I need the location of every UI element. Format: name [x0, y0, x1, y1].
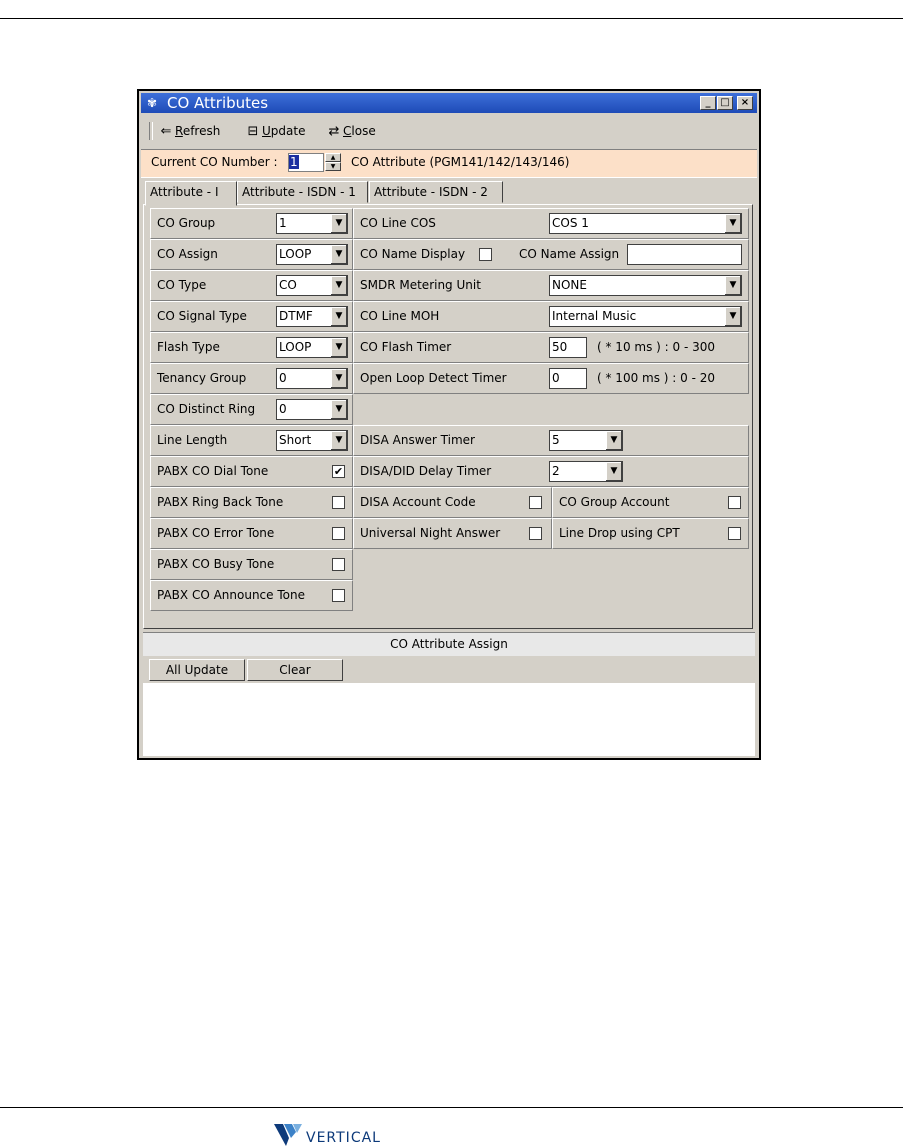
disa-did-delay-timer-select[interactable]: 2 ▼ — [549, 461, 623, 482]
assign-button-bar — [143, 656, 755, 683]
smdr-metering-unit-row: SMDR Metering Unit NONE ▼ — [353, 270, 749, 301]
update-button[interactable]: ⊟ Update — [244, 123, 305, 139]
disa-answer-timer-select[interactable]: 5 ▼ — [549, 430, 623, 451]
spin-up-icon[interactable]: ▲ — [325, 153, 341, 162]
co-line-moh-select[interactable]: Internal Music ▼ — [549, 306, 742, 327]
co-distinct-ring-select[interactable]: 0 ▼ — [276, 399, 348, 420]
toolbar-separator — [149, 122, 153, 140]
tenancy-group-row: Tenancy Group 0 ▼ — [150, 363, 353, 394]
line-drop-using-cpt-row: Line Drop using CPT — [552, 518, 749, 549]
flash-type-row: Flash Type LOOP ▼ — [150, 332, 353, 363]
co-attribute-assign-header: CO Attribute Assign — [143, 632, 755, 657]
tab-attribute-isdn-2[interactable]: Attribute - ISDN - 2 — [369, 181, 503, 203]
chevron-down-icon[interactable]: ▼ — [330, 338, 347, 357]
co-group-account-row: CO Group Account — [552, 487, 749, 518]
smdr-metering-unit-select[interactable]: NONE ▼ — [549, 275, 742, 296]
pabx-co-busy-tone-checkbox[interactable] — [332, 558, 345, 571]
universal-night-answer-row: Universal Night Answer — [353, 518, 552, 549]
co-number-spinner[interactable] — [325, 153, 341, 172]
maximize-button[interactable]: □ — [717, 96, 733, 110]
save-icon: ⊟ — [247, 124, 259, 139]
co-assign-select[interactable]: LOOP ▼ — [276, 244, 348, 265]
co-type-select[interactable]: CO ▼ — [276, 275, 348, 296]
flash-type-select[interactable]: LOOP ▼ — [276, 337, 348, 358]
co-name-display-checkbox[interactable] — [479, 248, 492, 261]
toolbar — [141, 117, 757, 145]
co-group-account-checkbox[interactable] — [728, 496, 741, 509]
chevron-down-icon[interactable]: ▼ — [330, 431, 347, 450]
bottom-rule — [0, 1107, 903, 1108]
pabx-ring-back-tone-row: PABX Ring Back Tone — [150, 487, 353, 518]
pabx-co-dial-tone-row: PABX CO Dial Tone ✔ — [150, 456, 353, 487]
co-name-row: CO Name Display CO Name Assign — [353, 239, 749, 270]
chevron-down-icon[interactable]: ▼ — [330, 400, 347, 419]
pabx-co-busy-tone-row: PABX CO Busy Tone — [150, 549, 353, 580]
pabx-co-error-tone-row: PABX CO Error Tone — [150, 518, 353, 549]
assign-list-area[interactable] — [143, 683, 755, 756]
disa-account-code-row: DISA Account Code — [353, 487, 552, 518]
app-icon: ✾ — [147, 96, 158, 110]
chevron-down-icon[interactable]: ▼ — [605, 462, 622, 481]
minimize-button[interactable]: _ — [700, 96, 716, 110]
vertical-logo-icon — [274, 1124, 304, 1146]
pabx-co-dial-tone-checkbox[interactable]: ✔ — [333, 465, 344, 478]
attribute-1-panel — [143, 204, 753, 629]
co-signal-type-row: CO Signal Type DTMF ▼ — [150, 301, 353, 332]
chevron-down-icon[interactable]: ▼ — [330, 307, 347, 326]
chevron-down-icon[interactable]: ▼ — [330, 276, 347, 295]
window-title: CO Attributes — [167, 94, 269, 112]
co-flash-timer-row: CO Flash Timer 50 ( * 10 ms ) : 0 - 300 — [353, 332, 749, 363]
co-group-row: CO Group 1 ▼ — [150, 208, 353, 239]
disa-account-code-checkbox[interactable] — [529, 496, 542, 509]
co-flash-timer-input[interactable]: 50 — [549, 337, 587, 358]
tab-attribute-1[interactable]: Attribute - I — [145, 181, 237, 206]
open-loop-detect-timer-input[interactable]: 0 — [549, 368, 587, 389]
line-length-row: Line Length Short ▼ — [150, 425, 353, 456]
clear-button[interactable]: Clear — [247, 659, 343, 681]
chevron-down-icon[interactable]: ▼ — [605, 431, 622, 450]
chevron-down-icon[interactable]: ▼ — [330, 214, 347, 233]
refresh-button[interactable]: ⇐ Refresh — [157, 123, 220, 139]
chevron-down-icon[interactable]: ▼ — [724, 307, 741, 326]
line-drop-using-cpt-checkbox[interactable] — [728, 527, 741, 540]
spin-down-icon[interactable]: ▼ — [325, 162, 341, 171]
open-loop-detect-timer-row: Open Loop Detect Timer 0 ( * 100 ms ) : 0 - 20 — [353, 363, 749, 394]
tenancy-group-select[interactable]: 0 ▼ — [276, 368, 348, 389]
co-line-moh-row: CO Line MOH Internal Music ▼ — [353, 301, 749, 332]
top-rule — [0, 18, 903, 19]
all-update-button[interactable]: All Update — [149, 659, 245, 681]
current-co-bar — [141, 149, 757, 178]
close-window-button[interactable]: × — [737, 96, 753, 110]
disa-answer-timer-row: DISA Answer Timer 5 ▼ — [353, 425, 749, 456]
co-flash-timer-range: ( * 10 ms ) : 0 - 300 — [597, 340, 716, 354]
co-assign-row: CO Assign LOOP ▼ — [150, 239, 353, 270]
pabx-co-announce-tone-checkbox[interactable] — [332, 589, 345, 602]
co-signal-type-select[interactable]: DTMF ▼ — [276, 306, 348, 327]
close-button[interactable]: ⇄ Close — [325, 123, 376, 139]
co-group-select[interactable]: 1 ▼ — [276, 213, 348, 234]
co-line-cos-select[interactable]: COS 1 ▼ — [549, 213, 742, 234]
line-length-select[interactable]: Short ▼ — [276, 430, 348, 451]
chevron-down-icon[interactable]: ▼ — [724, 214, 741, 233]
chevron-down-icon[interactable]: ▼ — [724, 276, 741, 295]
co-attributes-window — [137, 89, 761, 760]
chevron-down-icon[interactable]: ▼ — [330, 369, 347, 388]
disa-did-delay-timer-row: DISA/DID Delay Timer 2 ▼ — [353, 456, 749, 487]
universal-night-answer-checkbox[interactable] — [529, 527, 542, 540]
pabx-co-error-tone-checkbox[interactable] — [332, 527, 345, 540]
co-line-cos-row: CO Line COS COS 1 ▼ — [353, 208, 749, 239]
co-name-assign-input[interactable] — [627, 244, 742, 265]
exit-icon: ⇄ — [328, 124, 340, 139]
pabx-co-announce-tone-row: PABX CO Announce Tone — [150, 580, 353, 611]
chevron-down-icon[interactable]: ▼ — [330, 245, 347, 264]
co-attribute-program-label: CO Attribute (PGM141/142/143/146) — [351, 155, 570, 169]
open-loop-detect-timer-range: ( * 100 ms ) : 0 - 20 — [597, 371, 716, 385]
pabx-ring-back-tone-checkbox[interactable] — [332, 496, 345, 509]
current-co-label: Current CO Number : — [151, 155, 278, 169]
title-bar — [141, 93, 757, 113]
brand-name: VERTICAL — [306, 1130, 381, 1146]
co-distinct-ring-row: CO Distinct Ring 0 ▼ — [150, 394, 353, 425]
current-co-number-input[interactable]: 1 — [288, 153, 324, 172]
back-arrow-icon: ⇐ — [160, 124, 172, 139]
tab-attribute-isdn-1[interactable]: Attribute - ISDN - 1 — [237, 181, 368, 203]
co-type-row: CO Type CO ▼ — [150, 270, 353, 301]
